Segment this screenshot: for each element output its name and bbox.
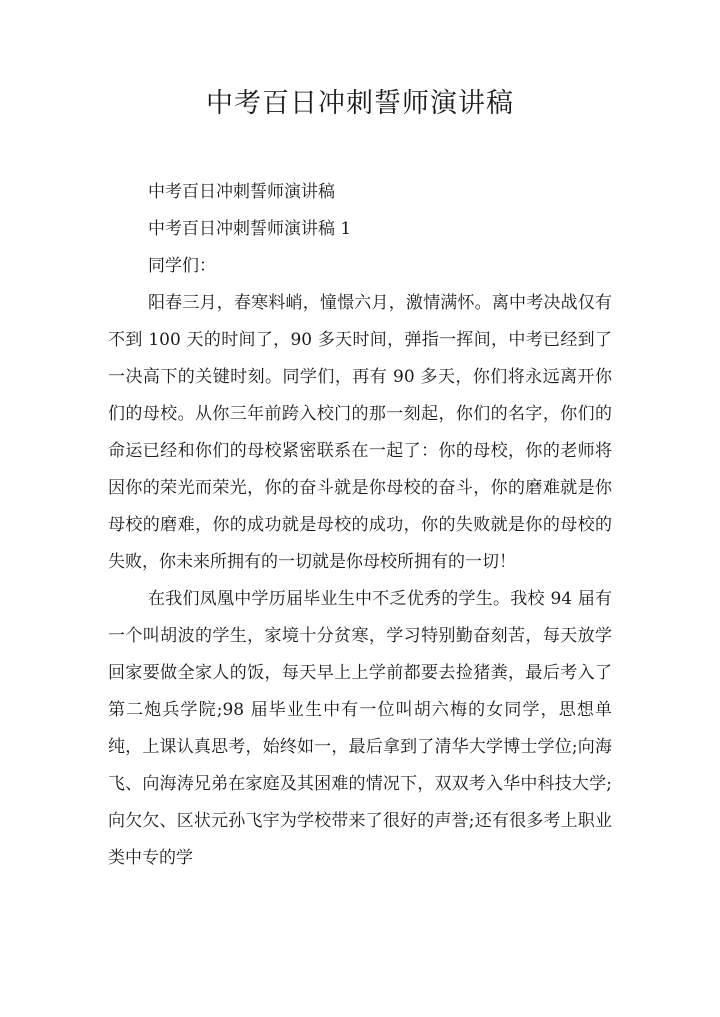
salutation: 同学们：	[148, 256, 216, 276]
document-title: 中考百日冲刺誓师演讲稿	[206, 88, 514, 119]
paragraph-1: 阳春三月，春寒料峭，憧憬六月，激情满怀。离中考决战仅有不到 100 天的时间了，90 多天时间，弹指一挥间，中考已经到了一决高下的关键时刻。同学们，再有 90 多天，你们将永远离开你们的母校。从你三年前跨入校门的那一刻起，你们的名字，你们的命运已经和你们的母校紧密联系在一起了：你的母校，你的老师将因你的荣光而荣光，你的奋斗就是你母校的奋斗，你的磨难就是你母校的磨难，你的成功就是母校的成功，你的失败就是你的母校的失败，你未来所拥有的一切就是你母校所拥有的一切！	[108, 293, 612, 572]
document-body	[108, 174, 612, 877]
subtitle-numbered-line: 中考百日冲刺誓师演讲稿 1	[148, 219, 352, 239]
subtitle-line: 中考百日冲刺誓师演讲稿	[148, 182, 335, 202]
paragraph-2: 在我们凤凰中学历届毕业生中不乏优秀的学生。我校 94 届有一个叫胡波的学生，家境十分贫寒，学习特别勤奋刻苦，每天放学回家要做全家人的饭，每天早上上学前都要去捡猪粪，最后考入了第二炮兵学院;98 届毕业生中有一位叫胡六梅的女同学，思想单纯，上课认真思考，始终如一，最后拿到了清华大学博士学位;向海飞、向海涛兄弟在家庭及其困难的情况下，双双考入华中科技大学;向欠欠、区状元孙飞宇为学校带来了很好的声誉;还有很多考上职业类中专的学	[108, 589, 612, 868]
